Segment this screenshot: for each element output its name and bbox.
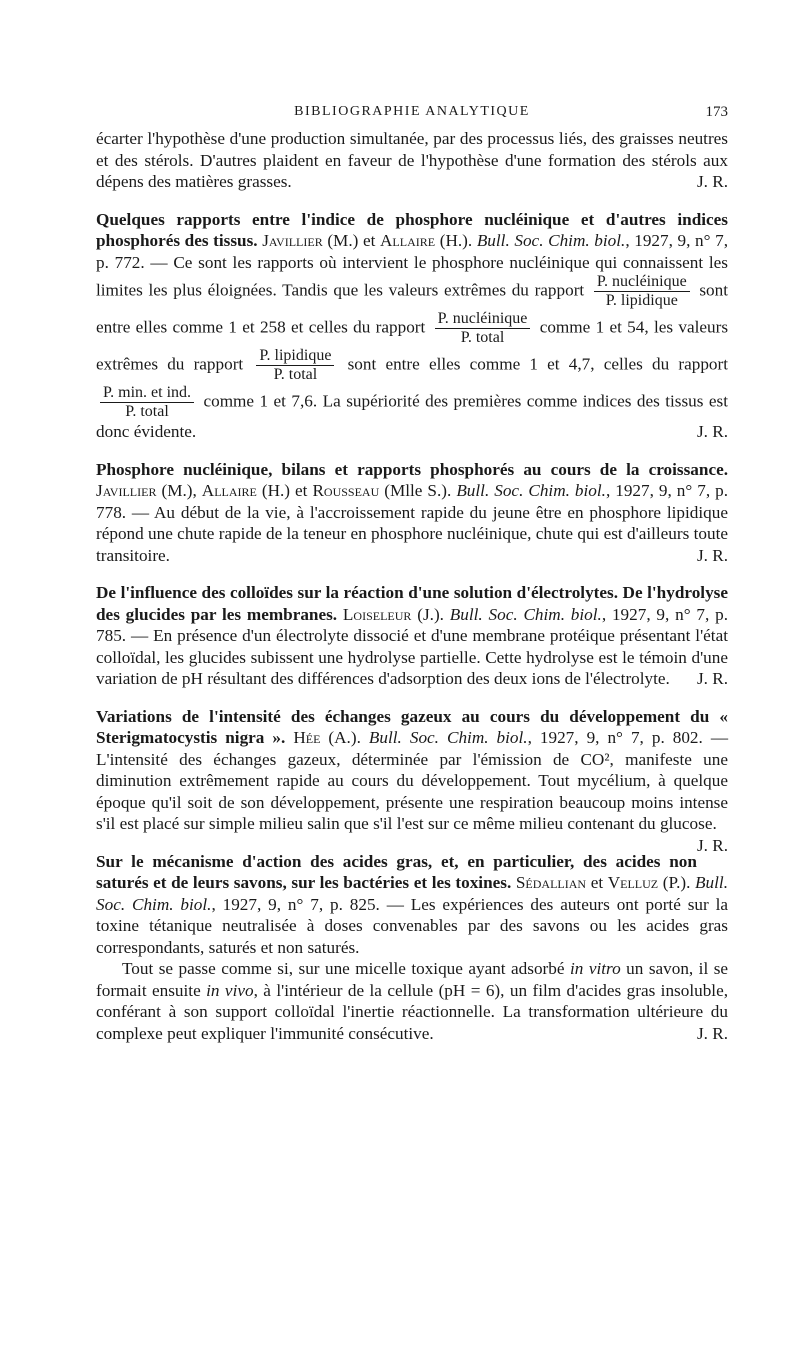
author-initial: (Mlle S.).: [384, 481, 452, 500]
abstract-entry-5: [96, 851, 728, 1045]
intro-paragraph: [96, 128, 728, 193]
author-initial: (J.).: [417, 604, 444, 624]
entry-text: , 1927, 9, n° 7, p. 825. — Les expériences des auteurs ont porté sur la toxine tétanique neutralisée à doses convenables par des savons ou les acides gras correspondants, saturés et non saturés.: [96, 894, 728, 957]
entry-text: un savon, il se formait ensuite: [96, 959, 729, 1000]
author-name: Hée: [293, 728, 321, 747]
italic-term: in vitro: [570, 959, 621, 978]
author-name: Velluz: [607, 873, 659, 892]
entry-title: Quelques rapports entre l'indice de phosphore nucléinique et d'autres indices phosphorés des tissus.: [96, 209, 728, 250]
author-initial: (P.).: [662, 873, 691, 892]
abstract-entry-4: [96, 706, 729, 855]
intro-text: écarter l'hypothèse d'une production simultanée, par des processus liés, des graisses neutres et des stérols. D'autres plaident en faveur de l'hypothèse d'une formation des stérols aux dépens des matières grasses.: [96, 129, 728, 191]
entry-text: sont entre elles comme 1 et 258 et celles du rapport: [96, 280, 729, 337]
entry-title: Phosphore nucléinique, bilans et rapports phosphorés au cours de la croissance.: [96, 459, 728, 479]
signature: J. R.: [696, 545, 728, 565]
fraction-denominator: P. lipidique: [605, 292, 678, 309]
fraction: [256, 347, 334, 384]
entry-text: , 1927, 9, n° 7, p. 772. — Ce sont les rapports où intervient le phosphore nucléinique qui connaissent les limites les plus éloignées. Tandis que les valeurs extrêmes du rapport: [96, 231, 729, 300]
author-name: Allaire: [380, 231, 436, 250]
author-initial: (H.) et: [261, 481, 308, 500]
fraction-denominator: P. total: [273, 366, 318, 383]
author-initial: (M.) et: [327, 231, 376, 250]
abstract-entry-1: [96, 209, 728, 443]
author-name: Javillier: [262, 231, 323, 250]
fraction-denominator: P. total: [460, 329, 505, 346]
signature: J. R.: [696, 1023, 728, 1043]
entry-title: De l'influence des colloïdes sur la réaction d'une solution d'électrolytes. De l'hydrolyse des glucides par les membranes.: [96, 583, 728, 624]
journal-name: Bull. Soc. Chim. biol.: [456, 481, 606, 500]
fraction-numerator: P. min. et ind.: [100, 384, 194, 403]
signature: J. R.: [696, 669, 728, 688]
author-name: Sédallian: [515, 873, 587, 892]
author-name: Javillier: [96, 481, 157, 500]
entry-text: , à l'intérieur de la cellule (pH = 6), un film d'acides gras insoluble, conférant à son support colloïdal l'inertie réactionnelle. La transformation ultérieure du complexe peut expliquer l'immunité consécutive.: [96, 980, 728, 1043]
journal-name: Bull. Soc. Chim. biol.: [476, 231, 626, 250]
fraction-numerator: P. lipidique: [256, 347, 334, 366]
author-initial: (A.).: [328, 728, 361, 747]
fraction-numerator: P. nucléinique: [594, 273, 690, 292]
entry-text: sont entre elles comme 1 et 4,7, celles du rapport: [347, 354, 729, 374]
fraction: [435, 310, 531, 347]
author-name: Allaire: [201, 481, 257, 500]
header-title: BIBLIOGRAPHIE ANALYTIQUE: [294, 104, 530, 119]
entry-text: , 1927, 9, n° 7, p. 802. — L'intensité des échanges gazeux, déterminée par l'émission de CO², manifeste une diminution extrêmement rapide au cours du développement. Tout mycélium, à quelque époque qu'il soit de son développement, présente une respiration beaucoup moins intense s'il est placé sur simple milieu salin que s'il l'est sur ce même milieu contenant du glucose.: [96, 728, 729, 833]
fraction: [100, 384, 194, 421]
journal-name: Bull. Soc. Chim. biol.: [449, 604, 602, 624]
entry-text: comme 1 et 7,6. La supériorité des premières comme indices des tissus est donc évidente.: [96, 391, 729, 441]
author-name: Rousseau: [312, 481, 380, 500]
signature: J. R.: [696, 422, 728, 441]
running-header: [96, 100, 728, 128]
journal-name: Bull. Soc. Chim. biol.: [96, 873, 728, 914]
page-number: 173: [705, 104, 728, 120]
fraction-numerator: P. nucléinique: [435, 310, 531, 329]
author-initial: (H.).: [439, 231, 473, 250]
author-initial: (M.),: [161, 481, 197, 500]
entry-text: comme 1 et 54, les valeurs extrêmes du rapport: [96, 317, 729, 374]
document-page: [96, 100, 728, 1060]
entry-text: , 1927, 9, n° 7, p. 785. — En présence d'un électrolyte dissocié et d'une membrane protéique présentant l'état colloïdal, les glucides subissent une hydrolyse partielle. Cette hydrolyse est le témoin d'une variation de pH résultant des différences d'adsorption des deux ions de l'électrolyte.: [96, 604, 728, 688]
italic-term: in vivo: [206, 980, 254, 1000]
abstract-entry-2: [96, 459, 728, 567]
fraction-denominator: P. total: [125, 403, 169, 420]
journal-name: Bull. Soc. Chim. biol.: [368, 728, 528, 747]
entry-title: Sur le mécanisme d'action des acides gras, et, en particulier, des acides non saturés et de leurs savons, sur les bactéries et les toxines.: [96, 851, 697, 892]
author-name: Loiseleur: [342, 604, 412, 624]
signature: J. R.: [696, 835, 728, 855]
entry-title: Variations de l'intensité des échanges gazeux au cours du développement du « Sterigmatocystis nigra ».: [96, 706, 728, 747]
entry-text: , 1927, 9, n° 7, p. 778. — Au début de la vie, à l'accroissement rapide du jeune être en phosphore lipidique répond une chute rapide de la teneur en phosphore nucléinique, chute qui est d'ailleurs toute transitoire.: [96, 481, 729, 565]
fraction: [594, 273, 690, 310]
author-initial: et: [590, 873, 604, 892]
signature: J. R.: [696, 172, 728, 191]
entry-text: Tout se passe comme si, sur une micelle toxique ayant adsorbé: [122, 959, 565, 978]
abstract-entry-3: [96, 582, 728, 690]
